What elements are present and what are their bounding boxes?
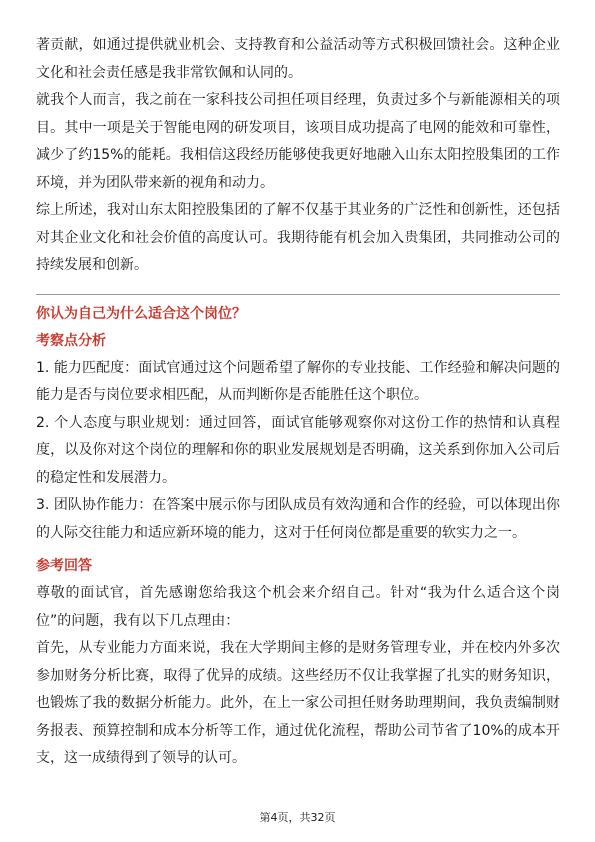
section-divider xyxy=(36,294,560,295)
analysis-item: 2. 个人态度与职业规划：通过回答，面试官能够观察你对这份工作的热情和认真程度，以及你对这个岗位的理解和你的职业发展规划是否明确，这关系到你加入公司后的稳定性和发展潜力。 xyxy=(36,414,560,486)
answer-paragraph: 首先，从专业能力方面来说，我在大学期间主修的是财务管理专业，并在校内外多次参加财务分析比赛，取得了优异的成绩。这些经历不仅让我掌握了扎实的财务知识，也锻炼了我的数据分析能力。此外，在上一家公司担任财务助理期间，我负责编制财务报表、预算控制和成本分析等工作，通过优化流程，帮助公司节省了10%的成本开支，这一成绩得到了领导的认可。 xyxy=(36,640,560,766)
answer-paragraph: 尊敬的面试官，首先感谢您给我这个机会来介绍自己。针对“我为什么适合这个岗位”的问题，我有以下几点理由： xyxy=(36,585,560,629)
analysis-item: 1. 能力匹配度：面试官通过这个问题希望了解你的专业技能、工作经验和解决问题的能力是否与岗位要求相匹配，从而判断你是否能胜任这个职位。 xyxy=(36,359,560,403)
page-number: 第4页，共32页 xyxy=(259,811,336,824)
answer-heading: 参考回答 xyxy=(36,558,92,574)
analysis-item: 3. 团队协作能力：在答案中展示你与团队成员有效沟通和合作的经验，可以体现出你的人际交往能力和适应新环境的能力，这对于任何岗位都是重要的软实力之一。 xyxy=(36,497,560,541)
analysis-heading: 考察点分析 xyxy=(36,332,106,349)
intro-paragraph: 著贡献，如通过提供就业机会、支持教育和公益活动等方式积极回馈社会。这种企业文化和社会责任感是我非常钦佩和认同的。 xyxy=(36,37,560,81)
intro-paragraph: 就我个人而言，我之前在一家科技公司担任项目经理，负责过多个与新能源相关的项目。其中一项是关于智能电网的研发项目，该项目成功提高了电网的能效和可靠性，减少了约15%的能耗。我相信这段经历能够使我更好地融入山东太阳控股集团的工作环境，并为团队带来新的视角和动力。 xyxy=(36,92,560,191)
document-body xyxy=(36,32,560,773)
intro-paragraph: 综上所述，我对山东太阳控股集团的了解不仅基于其业务的广泛性和创新性，还包括对其企业文化和社会价值的高度认可。我期待能有机会加入贵集团，共同推动公司的持续发展和创新。 xyxy=(36,202,560,273)
question-heading: 你认为自己为什么适合这个岗位？ xyxy=(36,305,246,322)
